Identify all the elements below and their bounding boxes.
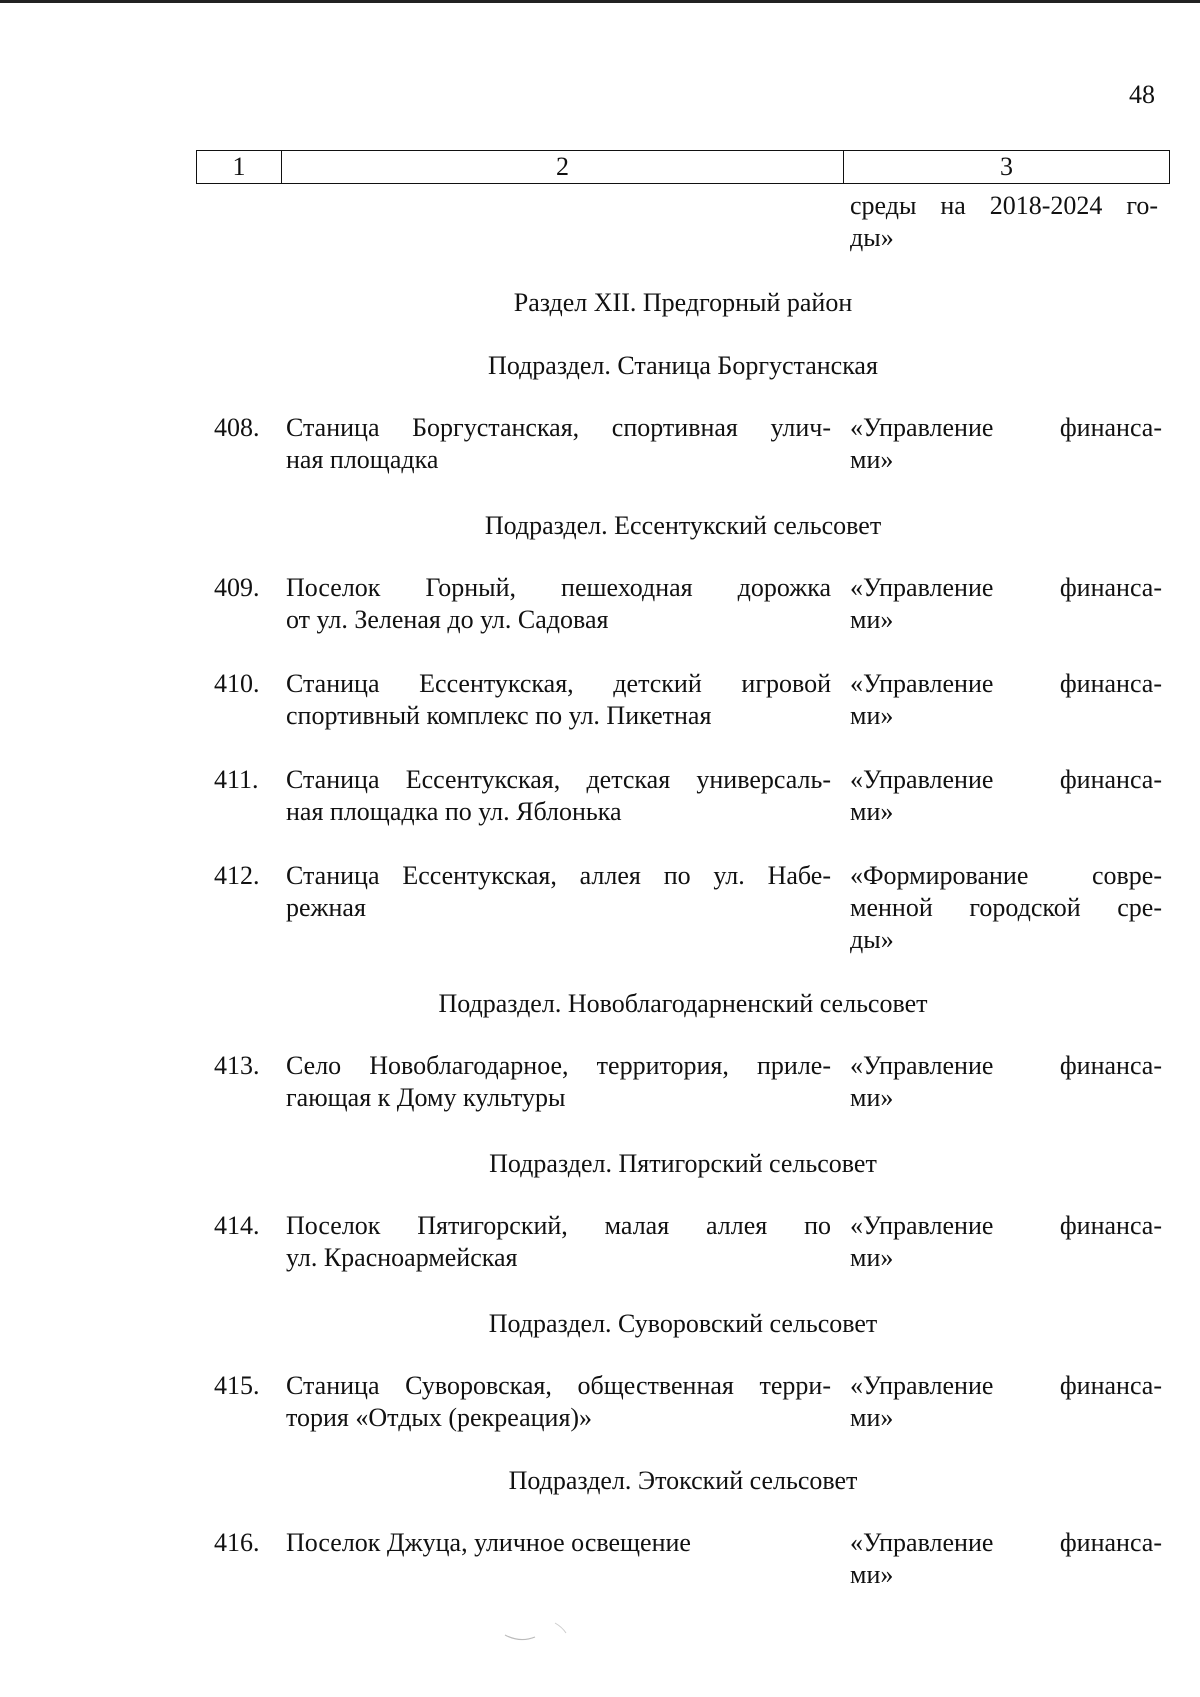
- description-line: ул. Красноармейская: [286, 1243, 518, 1272]
- row-program: [850, 668, 1162, 732]
- description-line: ная площадка по ул. Яблонька: [286, 797, 622, 826]
- description-line: тория «Отдых (рекреация)»: [286, 1403, 593, 1432]
- program-line: ми»: [850, 1083, 894, 1112]
- row-description: [286, 1210, 831, 1274]
- row-description: [286, 412, 831, 476]
- row-description: [286, 860, 831, 924]
- program-line: «Управление финанса-: [850, 1051, 1162, 1080]
- column-number-2: 2: [282, 151, 844, 183]
- description-line: Станица Ессентукская, детский игровой: [286, 669, 831, 698]
- table-column-header: [196, 150, 1170, 184]
- scan-smudge-mark: [500, 1615, 590, 1645]
- row-program: [850, 1210, 1162, 1274]
- program-line: ми»: [850, 1403, 894, 1432]
- row-number: 413.: [214, 1051, 260, 1080]
- description-line: Станица Суворовская, общественная терри-: [286, 1371, 831, 1400]
- row-number: 415.: [214, 1371, 260, 1400]
- row-description: [286, 572, 831, 636]
- section-title: Раздел XII. Предгорный район: [513, 288, 853, 317]
- page-number: 48: [1129, 80, 1155, 109]
- program-line: «Управление финанса-: [850, 1211, 1162, 1240]
- row-description: [286, 764, 831, 828]
- program-line: ды»: [850, 925, 894, 954]
- description-line: гающая к Дому культуры: [286, 1083, 566, 1112]
- description-line: ная площадка: [286, 445, 439, 474]
- description-line: режная: [286, 893, 366, 922]
- description-line: от ул. Зеленая до ул. Садовая: [286, 605, 609, 634]
- description-line: Село Новоблагодарное, территория, приле-: [286, 1051, 831, 1080]
- top-rule: [0, 0, 1200, 3]
- row-description: [286, 1527, 831, 1559]
- row-program: [850, 860, 1162, 956]
- subsection-title: Подраздел. Новоблагодарненский сельсовет: [438, 989, 928, 1018]
- column-number-1: 1: [197, 151, 282, 183]
- program-line: менной городской сре-: [850, 893, 1162, 922]
- program-line: ми»: [850, 445, 894, 474]
- description-line: Поселок Горный, пешеходная дорожка: [286, 573, 831, 602]
- carryover-line: среды на 2018-2024 го-: [850, 191, 1158, 220]
- program-line: «Управление финанса-: [850, 1528, 1162, 1557]
- subsection-title: Подраздел. Станица Боргустанская: [488, 351, 878, 380]
- carryover-line: ды»: [850, 223, 894, 252]
- description-line: Станица Ессентукская, детская универсаль-: [286, 765, 831, 794]
- row-number: 414.: [214, 1211, 260, 1240]
- row-program: [850, 1527, 1162, 1591]
- row-program: [850, 1370, 1162, 1434]
- program-line: ми»: [850, 1560, 894, 1589]
- row-description: [286, 1050, 831, 1114]
- program-line: «Управление финанса-: [850, 669, 1162, 698]
- row-program: [850, 412, 1162, 476]
- row-number: 410.: [214, 669, 260, 698]
- subsection-title: Подраздел. Этокский сельсовет: [508, 1466, 858, 1495]
- row-number: 411.: [214, 765, 259, 794]
- program-line: ми»: [850, 1243, 894, 1272]
- row-number: 409.: [214, 573, 260, 602]
- program-line: ми»: [850, 701, 894, 730]
- program-line: «Управление финанса-: [850, 573, 1162, 602]
- row-program: [850, 572, 1162, 636]
- description-line: Станица Ессентукская, аллея по ул. Набе-: [286, 861, 831, 890]
- row-number: 408.: [214, 413, 260, 442]
- program-line: «Управление финанса-: [850, 413, 1162, 442]
- row-program: [850, 1050, 1162, 1114]
- program-line: «Управление финанса-: [850, 1371, 1162, 1400]
- subsection-title: Подраздел. Суворовский сельсовет: [488, 1309, 878, 1338]
- description-line: Поселок Джуца, уличное освещение: [286, 1528, 691, 1557]
- program-line: «Управление финанса-: [850, 765, 1162, 794]
- program-line: ми»: [850, 605, 894, 634]
- column-number-3: 3: [1000, 152, 1013, 181]
- row-description: [286, 668, 831, 732]
- carryover-program-text: [850, 190, 1158, 254]
- row-number: 416.: [214, 1528, 260, 1557]
- description-line: спортивный комплекс по ул. Пикетная: [286, 701, 712, 730]
- subsection-title: Подраздел. Ессентукский сельсовет: [484, 511, 882, 540]
- row-program: [850, 764, 1162, 828]
- description-line: Поселок Пятигорский, малая аллея по: [286, 1211, 831, 1240]
- row-description: [286, 1370, 831, 1434]
- description-line: Станица Боргустанская, спортивная улич-: [286, 413, 831, 442]
- row-number: 412.: [214, 861, 260, 890]
- program-line: «Формирование совре-: [850, 861, 1162, 890]
- subsection-title: Подраздел. Пятигорский сельсовет: [489, 1149, 877, 1178]
- program-line: ми»: [850, 797, 894, 826]
